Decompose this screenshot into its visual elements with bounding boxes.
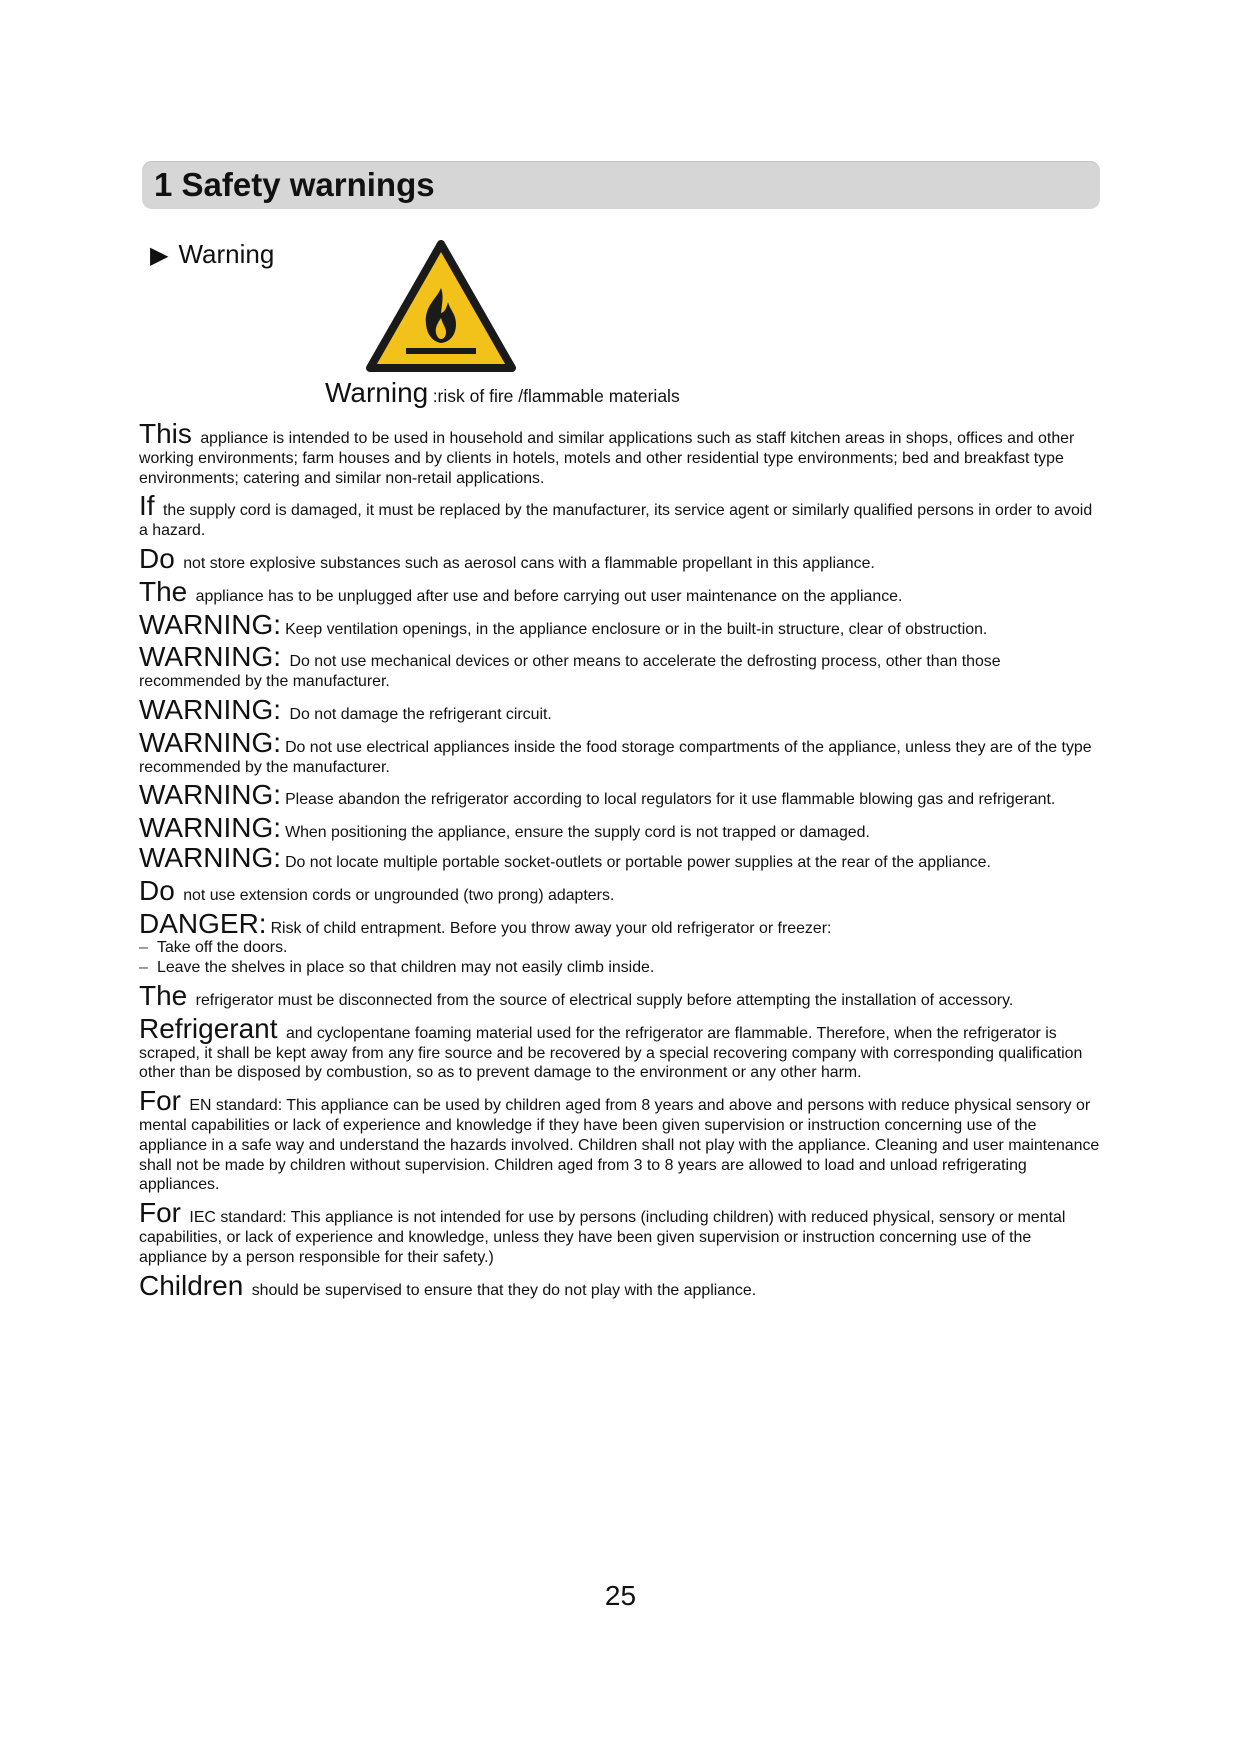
bullet-dash: – — [139, 939, 148, 957]
paragraph-lead: WARNING: — [139, 693, 282, 725]
sign-caption — [325, 375, 680, 416]
sign-caption-text: :risk of fire /flammable materials — [432, 386, 680, 406]
paragraph-lead: For — [139, 1085, 181, 1117]
paragraph — [139, 1271, 1103, 1301]
play-triangle-icon: ▶ — [150, 242, 169, 269]
paragraph-text: IEC standard: This appliance is not intended for use by persons (including children) with reduced physical, sensory or mental capabilities, or lack of experience and knowledge, unless they have been given supervision or instruction concerning use of the appliance by a person responsible for their safety.) — [139, 1209, 1066, 1266]
paragraph-text: appliance is intended to be used in household and similar applications such as staff kitchen areas in shops, offices and other working environments; farm houses and by clients in hotels, motels and other residential type environments; bed and breakfast type environments; catering and similar non-retail applications. — [139, 430, 1075, 487]
paragraph — [139, 876, 1103, 906]
paragraph-text: Do not use electrical appliances inside the food storage compartments of the appliance, unless they are of the type recommended by the manufacturer. — [139, 738, 1092, 776]
paragraph-lead: Refrigerant — [139, 1012, 278, 1044]
paragraph-text: Keep ventilation openings, in the appliance enclosure or in the built-in structure, clear of obstruction. — [285, 620, 988, 638]
paragraph — [139, 642, 1103, 692]
paragraph — [139, 780, 1103, 810]
warning-heading — [150, 236, 274, 274]
paragraph-lead: For — [139, 1197, 181, 1229]
paragraph-lead: WARNING: — [139, 812, 282, 844]
section-title: 1 Safety warnings — [154, 166, 435, 203]
paragraph-lead: The — [139, 575, 188, 607]
warning-heading-label: Warning — [178, 239, 275, 269]
list-item-text: Leave the shelves in place so that children may not easily climb inside. — [157, 959, 655, 977]
paragraph-lead: This — [139, 418, 192, 449]
list-item — [139, 938, 1103, 958]
paragraph-lead: If — [139, 490, 155, 522]
paragraph — [139, 419, 1103, 488]
paragraph-text: Do not damage the refrigerant circuit. — [289, 705, 552, 723]
list-item — [139, 958, 1103, 978]
paragraph-lead: DANGER: — [139, 907, 267, 939]
page-number: 25 — [604, 1580, 637, 1611]
safety-text — [139, 419, 1103, 1300]
paragraph-text: refrigerator must be disconnected from the source of electrical supply before attempting the installation of accessory. — [195, 991, 1014, 1009]
paragraph — [139, 909, 1103, 939]
paragraph-text: Risk of child entrapment. Before you throw away your old refrigerator or freezer: — [270, 919, 832, 937]
paragraph — [139, 491, 1103, 541]
paragraph — [139, 843, 1103, 873]
paragraph-lead: WARNING: — [139, 779, 282, 811]
paragraph — [139, 577, 1103, 607]
paragraph — [139, 728, 1103, 778]
paragraph-lead: WARNING: — [139, 841, 282, 873]
paragraph-text: Do not locate multiple portable socket-outlets or portable power supplies at the rear of the appliance. — [285, 853, 991, 871]
paragraph-text: appliance has to be unplugged after use and before carrying out user maintenance on the appliance. — [195, 587, 903, 605]
paragraph-lead: WARNING: — [139, 726, 282, 758]
paragraph-text: should be supervised to ensure that they do not play with the appliance. — [251, 1281, 757, 1299]
paragraph-lead: WARNING: — [139, 608, 282, 640]
section-title-bar — [142, 161, 1100, 209]
paragraph-text: Do not use mechanical devices or other means to accelerate the defrosting process, other than those recommended by the manufacturer. — [139, 653, 1001, 691]
paragraph-text: Please abandon the refrigerator according to local regulators for it use flammable blowing gas and refrigerant. — [285, 791, 1056, 809]
paragraph-text: and cyclopentane foaming material used for the refrigerator are flammable. Therefore, when the refrigerator is scraped, it shall be kept away from any fire source and be recovered by a special recovering company with corresponding qualification other than be disposed by combustion, so as to prevent damage to the environment or any other harm. — [139, 1024, 1083, 1082]
sign-caption-word: Warning — [325, 377, 429, 408]
flammable-warning-sign-icon — [366, 240, 516, 374]
paragraph — [139, 1198, 1103, 1267]
paragraph — [139, 1086, 1103, 1195]
paragraph — [139, 813, 1103, 843]
paragraph-text: When positioning the appliance, ensure the supply cord is not trapped or damaged. — [285, 824, 870, 842]
paragraph-lead: Do — [139, 874, 175, 906]
paragraph — [139, 544, 1103, 574]
paragraph-lead: Do — [139, 542, 175, 574]
paragraph-text: not store explosive substances such as aerosol cans with a flammable propellant in this appliance. — [183, 554, 875, 572]
paragraph-text: EN standard: This appliance can be used by children aged from 8 years and above and persons with reduce physical sensory or mental capabilities or lack of experience and knowledge if they have been given supervision or instruction concerning use of the appliance in a safe way and understand the hazards involved. Children shall not play with the appliance. Cleaning and user maintenance shall not be made by children without supervision. Children aged from 3 to 8 years are allowed to load and unload refrigerating appliances. — [139, 1097, 1100, 1194]
paragraph-text: the supply cord is damaged, it must be replaced by the manufacturer, its service agent or similarly qualified persons in order to avoid a hazard. — [139, 502, 1093, 540]
paragraph-lead: Children — [139, 1269, 244, 1301]
paragraph — [139, 981, 1103, 1011]
paragraph — [139, 610, 1103, 640]
paragraph — [139, 1014, 1103, 1083]
paragraph-lead: The — [139, 979, 188, 1011]
paragraph — [139, 695, 1103, 725]
list-item-text: Take off the doors. — [157, 939, 288, 957]
paragraph-lead: WARNING: — [139, 641, 282, 673]
paragraph-text: not use extension cords or ungrounded (two prong) adapters. — [183, 886, 615, 904]
bullet-dash: – — [139, 959, 148, 977]
